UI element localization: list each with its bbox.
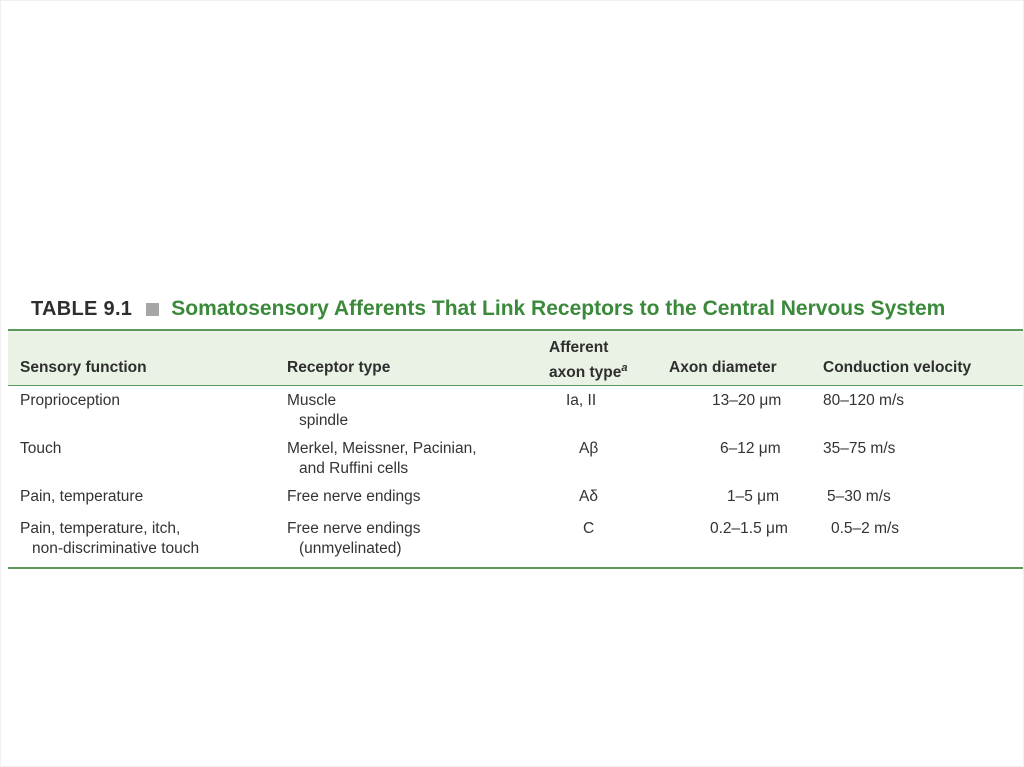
- cell-conduction-velocity: 0.5–2 m/s: [831, 520, 900, 537]
- cell-conduction-velocity: 80–120 m/s: [823, 392, 904, 409]
- cell-axon-diameter: 6–12 μm: [720, 440, 781, 457]
- cell-receptor-type: Free nerve endings (unmyelinated): [287, 520, 421, 557]
- table-title: [31, 294, 945, 324]
- cell-sensory-function: Pain, temperature: [20, 488, 144, 505]
- cell-axon-type: Aδ: [579, 488, 598, 505]
- cell-axon-diameter: 0.2–1.5 μm: [710, 520, 788, 537]
- cell-receptor-type: Merkel, Meissner, Pacinian, and Ruffini cells: [287, 440, 477, 477]
- cell-sensory-function: Pain, temperature, itch, non-discriminative touch: [20, 520, 200, 557]
- cell-sensory-function: Touch: [20, 440, 62, 457]
- header-receptor-type: Receptor type: [287, 359, 391, 376]
- table-caption: Somatosensory Afferents That Link Receptors to the Central Nervous System: [171, 297, 946, 320]
- cell-receptor-type: Free nerve endings: [287, 488, 421, 505]
- cell-axon-type: C: [583, 520, 595, 537]
- cell-receptor-type: Muscle spindle: [287, 392, 349, 429]
- cell-axon-type: Ia, II: [566, 392, 597, 409]
- header-conduction-velocity: Conduction velocity: [823, 359, 972, 376]
- table-number: TABLE 9.1: [31, 297, 133, 320]
- cell-conduction-velocity: 35–75 m/s: [823, 440, 896, 457]
- cell-axon-type: Aβ: [579, 440, 599, 457]
- cell-sensory-function: Proprioception: [20, 392, 120, 409]
- cell-axon-diameter: 13–20 μm: [712, 392, 782, 409]
- data-table: [8, 329, 1023, 569]
- square-bullet-icon: [146, 303, 159, 316]
- header-afferent-line1: Afferent: [549, 339, 609, 356]
- footnote-marker: a: [621, 362, 628, 374]
- header-afferent-axon-type: [549, 338, 627, 383]
- cell-conduction-velocity: 5–30 m/s: [827, 488, 891, 505]
- table-header: [8, 331, 1023, 386]
- header-sensory-function: Sensory function: [20, 359, 147, 376]
- header-axon-diameter: Axon diameter: [669, 359, 777, 376]
- cell-axon-diameter: 1–5 μm: [727, 488, 780, 505]
- header-afferent-line2: axon type: [549, 364, 622, 382]
